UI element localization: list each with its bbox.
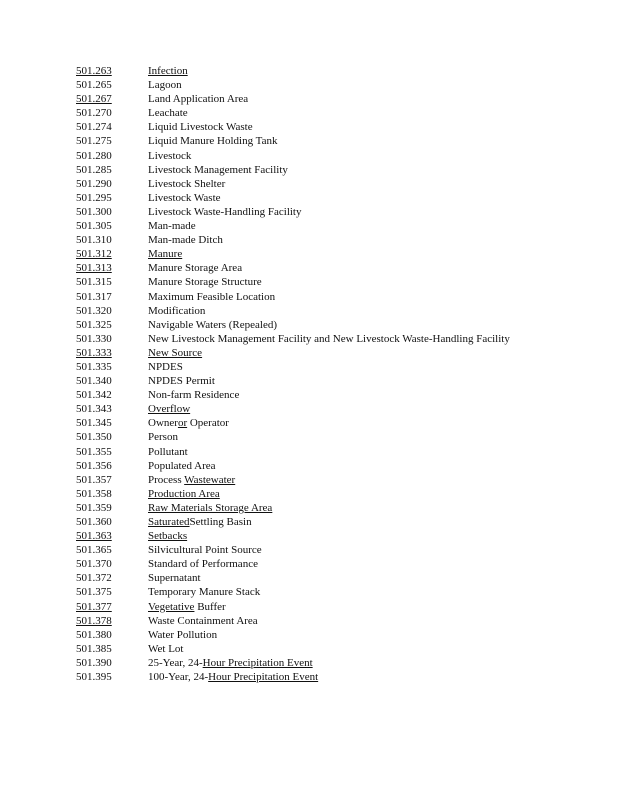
section-entry	[76, 374, 546, 388]
section-entry	[76, 163, 546, 177]
section-title-part: Leachate	[148, 107, 188, 120]
section-number: 501.343	[76, 403, 112, 416]
section-title-part: Supernatant	[148, 572, 201, 585]
section-number: 501.358	[76, 487, 112, 500]
section-number: 501.265	[76, 79, 112, 92]
section-number: 501.325	[76, 318, 112, 331]
section-title-part: Operator	[187, 417, 229, 430]
section-number: 501.274	[76, 121, 112, 134]
section-number: 501.378	[76, 614, 112, 627]
section-entry	[76, 529, 546, 543]
section-title	[148, 106, 518, 120]
section-number: 501.290	[76, 177, 112, 190]
section-title-part: Maximum Feasible Location	[148, 290, 276, 303]
section-title	[148, 515, 518, 529]
section-title	[148, 430, 518, 444]
section-title-part: Pollutant	[148, 445, 188, 458]
section-entry	[76, 346, 546, 360]
section-title-part: Manure	[148, 248, 183, 261]
section-number: 501.390	[76, 656, 112, 669]
section-title	[148, 120, 518, 134]
section-entry	[76, 219, 546, 233]
section-number: 501.342	[76, 389, 112, 402]
section-number: 501.359	[76, 501, 112, 514]
section-entry	[76, 642, 546, 656]
section-entry	[76, 515, 546, 529]
section-number: 501.312	[76, 248, 112, 261]
section-title	[148, 670, 518, 684]
section-title	[148, 600, 518, 614]
section-title-part: Liquid Livestock Waste	[148, 121, 253, 134]
section-title-part: Liquid Manure Holding Tank	[148, 135, 278, 148]
section-title	[148, 628, 518, 642]
section-title-part: Silvicultural Point Source	[148, 544, 262, 557]
section-number: 501.317	[76, 290, 112, 303]
section-title-part: New Source	[148, 346, 203, 359]
section-title	[148, 571, 518, 585]
section-entry	[76, 134, 546, 148]
section-number: 501.285	[76, 163, 112, 176]
section-title	[148, 275, 518, 289]
section-title-part: Livestock Management Facility	[148, 163, 288, 176]
section-number: 501.267	[76, 93, 112, 106]
section-title	[148, 543, 518, 557]
section-entry	[76, 600, 546, 614]
section-title-part: Land Application Area	[148, 93, 249, 106]
section-title	[148, 346, 518, 360]
section-title-part: Lagoon	[148, 79, 182, 92]
section-title-part: Infection	[148, 65, 188, 77]
section-entry	[76, 487, 546, 501]
section-entry	[76, 571, 546, 585]
section-title-part: Livestock Waste	[148, 191, 221, 204]
section-title	[148, 388, 518, 402]
section-number: 501.380	[76, 628, 112, 641]
section-title	[148, 360, 518, 374]
section-title-part: NPDES	[148, 360, 183, 373]
section-title-part: Manure Storage Structure	[148, 276, 262, 289]
section-list	[76, 64, 546, 684]
section-title-part: Owner	[148, 417, 178, 430]
section-number: 501.315	[76, 276, 112, 289]
section-number: 501.360	[76, 516, 112, 528]
section-number: 501.377	[76, 600, 112, 613]
section-title	[148, 134, 518, 148]
section-number: 501.355	[76, 445, 112, 458]
section-entry	[76, 332, 546, 346]
section-title	[148, 247, 518, 261]
section-entry	[76, 656, 546, 670]
section-title-part: 25-Year, 24-	[148, 656, 203, 669]
section-title	[148, 318, 518, 332]
section-title-part: Man-made Ditch	[148, 234, 223, 247]
section-entry	[76, 318, 546, 332]
section-number: 501.395	[76, 671, 112, 684]
section-title-part: Standard of Performance	[148, 558, 258, 571]
section-title	[148, 149, 518, 163]
section-number: 501.295	[76, 191, 112, 204]
section-title	[148, 585, 518, 599]
section-entry	[76, 670, 546, 684]
section-entry	[76, 78, 546, 92]
section-number: 501.313	[76, 262, 112, 275]
section-entry	[76, 430, 546, 444]
section-entry	[76, 501, 546, 515]
section-title	[148, 614, 518, 628]
section-title-part: Hour Precipitation Event	[208, 671, 319, 684]
section-title	[148, 402, 518, 416]
section-title-part: Man-made	[148, 220, 196, 233]
section-title-part: Manure Storage Area	[148, 262, 243, 275]
section-number: 501.357	[76, 473, 112, 486]
section-title	[148, 219, 518, 233]
section-entry	[76, 177, 546, 191]
section-title	[148, 290, 518, 304]
section-number: 501.320	[76, 304, 112, 317]
section-title-part: or	[177, 417, 188, 430]
section-number: 501.345	[76, 417, 112, 430]
section-title-part: NPDES Permit	[148, 375, 215, 388]
section-number: 501.335	[76, 360, 112, 373]
section-number: 501.375	[76, 586, 112, 599]
section-title	[148, 332, 518, 346]
section-entry	[76, 557, 546, 571]
section-title	[148, 487, 518, 501]
section-title-part: Waste Containment Area	[148, 614, 258, 627]
section-entry	[76, 233, 546, 247]
section-title-part: Non-farm Residence	[148, 389, 240, 402]
section-title	[148, 374, 518, 388]
section-title	[148, 642, 518, 656]
section-number: 501.310	[76, 234, 112, 247]
section-title-part: Person	[148, 431, 178, 444]
section-title-part: Livestock	[148, 149, 192, 162]
section-entry	[76, 247, 546, 261]
section-entry	[76, 360, 546, 374]
section-entry	[76, 402, 546, 416]
section-title-part: Production Area	[148, 487, 220, 500]
section-title	[148, 191, 518, 205]
section-number: 501.263	[76, 65, 112, 77]
section-title	[148, 501, 518, 515]
section-title	[148, 92, 518, 106]
section-title	[148, 656, 518, 670]
section-title	[148, 304, 518, 318]
section-entry	[76, 92, 546, 106]
section-title-part: Settling Basin	[189, 516, 252, 528]
section-title	[148, 557, 518, 571]
section-entry	[76, 120, 546, 134]
section-title-part: Wet Lot	[148, 642, 184, 655]
section-title-part: Setbacks	[148, 530, 188, 543]
section-number: 501.275	[76, 135, 112, 148]
section-number: 501.385	[76, 642, 112, 655]
section-title-part: Livestock Waste-Handling Facility	[148, 205, 302, 218]
section-title-part: 100-Year, 24-	[148, 671, 209, 684]
section-entry	[76, 275, 546, 289]
section-entry	[76, 304, 546, 318]
section-number: 501.300	[76, 205, 112, 218]
section-title	[148, 163, 518, 177]
section-title	[148, 459, 518, 473]
section-title-part: Wastewater	[184, 473, 236, 486]
section-number: 501.330	[76, 332, 112, 345]
section-entry	[76, 149, 546, 163]
section-title-part: Temporary Manure Stack	[148, 586, 261, 599]
section-number: 501.270	[76, 107, 112, 120]
section-title-part: Buffer	[194, 600, 226, 613]
section-number: 501.280	[76, 149, 112, 162]
section-title-part: Modification	[148, 304, 206, 317]
section-number: 501.350	[76, 431, 112, 444]
section-entry	[76, 64, 546, 78]
section-entry	[76, 473, 546, 487]
section-title	[148, 233, 518, 247]
section-title-part: Overflow	[148, 403, 191, 416]
section-number: 501.370	[76, 558, 112, 571]
section-number: 501.340	[76, 375, 112, 388]
section-entry	[76, 543, 546, 557]
section-title-part: Vegetative	[148, 600, 195, 613]
section-title	[148, 177, 518, 191]
section-number: 501.356	[76, 459, 112, 472]
section-number: 501.333	[76, 346, 112, 359]
section-entry	[76, 261, 546, 275]
section-number: 501.365	[76, 544, 112, 557]
section-title	[148, 529, 518, 543]
section-title	[148, 445, 518, 459]
section-entry	[76, 388, 546, 402]
section-entry	[76, 416, 546, 430]
section-entry	[76, 614, 546, 628]
section-title	[148, 78, 518, 92]
section-number: 501.305	[76, 220, 112, 233]
section-title-part: Raw Materials Storage Area	[148, 501, 273, 514]
section-entry	[76, 628, 546, 642]
section-number: 501.363	[76, 530, 112, 543]
section-title-part: Hour Precipitation Event	[202, 656, 313, 669]
section-title-part: Process	[148, 473, 185, 486]
section-entry	[76, 106, 546, 120]
section-title	[148, 416, 518, 430]
section-entry	[76, 290, 546, 304]
section-entry	[76, 205, 546, 219]
section-title-part: Populated Area	[148, 459, 216, 472]
section-entry	[76, 191, 546, 205]
section-title-part: New Livestock Management Facility and New Livestock Waste-Handling Facility	[148, 332, 510, 345]
section-title-part: Navigable Waters (Repealed)	[148, 318, 278, 331]
section-entry	[76, 445, 546, 459]
section-title	[148, 64, 518, 78]
section-entry	[76, 585, 546, 599]
section-entry	[76, 459, 546, 473]
section-title-part: Saturated	[148, 516, 190, 528]
section-title-part: Water Pollution	[148, 628, 218, 641]
section-title	[148, 473, 518, 487]
section-title	[148, 261, 518, 275]
section-title	[148, 205, 518, 219]
section-title-part: Livestock Shelter	[148, 177, 226, 190]
section-number: 501.372	[76, 572, 112, 585]
